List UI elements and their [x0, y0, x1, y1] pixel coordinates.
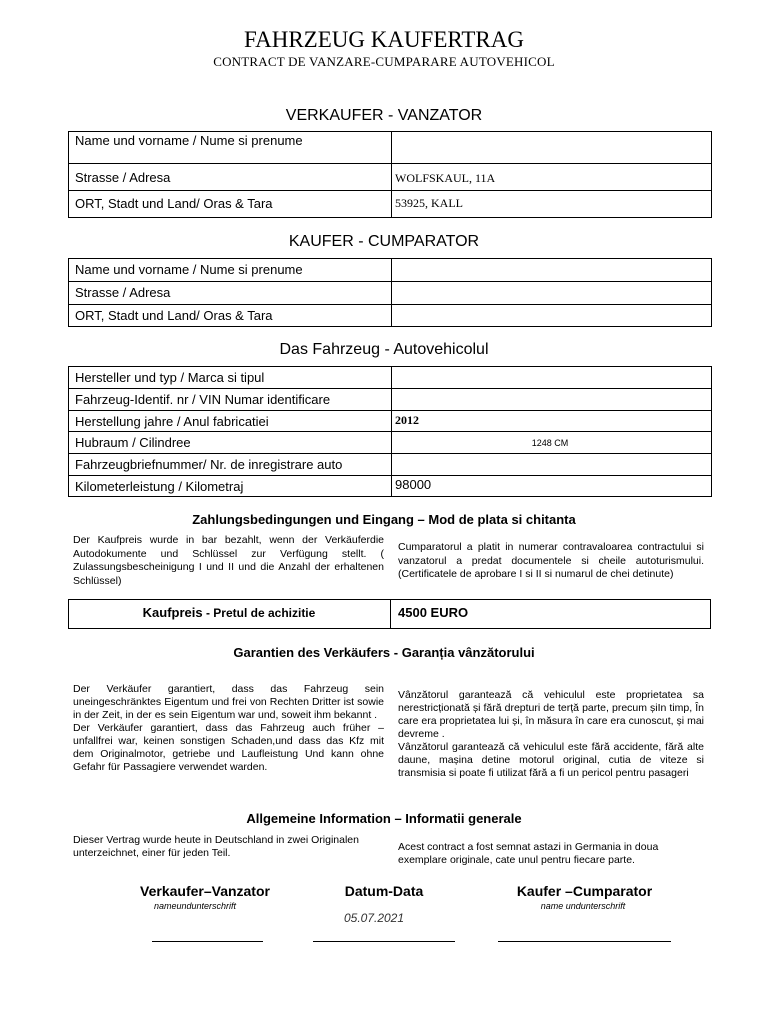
- guarantee-text-de-1: Der Verkäufer garantiert, dass das Fahrzeug sein uneingeschränktes Eigentum und frei von Rechten Dritter ist sowie in der Zeit, in der es sein Eigentum war und, soweit ihm bekannt .: [73, 683, 384, 721]
- seller-name-label: Name und vorname / Nume si prenume: [69, 132, 392, 164]
- guarantee-text-ro: [398, 689, 704, 780]
- seller-signature-sub: nameundunterschrift: [153, 901, 237, 911]
- buyer-heading: KAUFER - CUMPARATOR: [288, 233, 480, 250]
- buyer-signature-sub: name undunterschrift: [540, 901, 626, 911]
- vehicle-table: [68, 366, 712, 497]
- vehicle-year-value: 2012: [392, 411, 712, 432]
- date-label: Datum-Data: [344, 883, 424, 899]
- seller-city-label: ORT, Stadt und Land/ Oras & Tara: [69, 191, 392, 218]
- buyer-city-label: ORT, Stadt und Land/ Oras & Tara: [69, 305, 392, 327]
- seller-signature-label: Verkaufer–Vanzator: [140, 883, 270, 899]
- buyer-address-label: Strasse / Adresa: [69, 282, 392, 305]
- date-value: 05.07.2021: [343, 911, 405, 925]
- vehicle-mileage-label: Kilometerleistung / Kilometraj: [69, 476, 392, 497]
- seller-address-value: WOLFSKAUL, 11A: [392, 164, 712, 191]
- vehicle-registration-value: [392, 454, 712, 476]
- vehicle-make-value: [392, 367, 712, 389]
- date-line: [313, 941, 455, 942]
- price-label-sub: - Pretul de achizitie: [202, 606, 316, 620]
- guarantee-text-ro-2: Vânzătorul garantează că vehiculul este fără accidente, fără alte daune, mașina detine motorul original, cutia de viteze si transmisia si poate fi utilizat fără a fi un pericol pentru pasageri: [398, 741, 704, 779]
- seller-table: [68, 131, 712, 218]
- table-row: [69, 411, 712, 432]
- seller-city-value: 53925, KALL: [392, 191, 712, 218]
- buyer-signature-line: [498, 941, 671, 942]
- table-row: [69, 367, 712, 389]
- seller-signature-line: [152, 941, 263, 942]
- vehicle-mileage-value: 98000: [392, 476, 712, 497]
- general-heading: Allgemeine Information – Informatii generale: [246, 811, 522, 826]
- buyer-address-value: [392, 282, 712, 305]
- payment-heading: Zahlungsbedingungen und Eingang – Mod de plata si chitanta: [192, 512, 576, 527]
- buyer-city-value: [392, 305, 712, 327]
- vehicle-registration-label: Fahrzeugbriefnummer/ Nr. de inregistrare auto: [69, 454, 392, 476]
- vehicle-displacement-label: Hubraum / Cilindree: [69, 432, 392, 454]
- table-row: [69, 305, 712, 327]
- table-row: [69, 259, 712, 282]
- buyer-name-value: [392, 259, 712, 282]
- table-row: [69, 132, 712, 164]
- table-row: [69, 476, 712, 497]
- table-row: [69, 454, 712, 476]
- table-row: [69, 282, 712, 305]
- buyer-signature-label: Kaufer –Cumparator: [516, 883, 653, 899]
- buyer-name-label: Name und vorname / Nume si prenume: [69, 259, 392, 282]
- guarantee-text-ro-1: Vânzătorul garantează că vehiculul este proprietatea sa nerestricționată și fără drepturi de terță parte, precum șiIn timp, În care era proprietatea lui și, în măsura în care era cunoscut, și mai devreme .: [398, 689, 704, 740]
- guarantee-heading: Garantien des Verkäufers - Garanția vânzătorului: [233, 645, 535, 660]
- table-row: [69, 164, 712, 191]
- price-label-main: Kaufpreis: [142, 605, 203, 620]
- general-text-ro: Acest contract a fost semnat astazi in Germania in doua exemplare originale, cate unul pentru fiecare parte.: [398, 841, 659, 866]
- payment-text-ro: Cumparatorul a platit in numerar contravaloarea contractului si vanzatorul a predat documentele si cheile autoturismului. (Certificatele de aprobare I si II si numarul de chei detinute): [398, 541, 704, 580]
- document-title: FAHRZEUG KAUFERTRAG: [244, 27, 524, 52]
- vehicle-displacement-value: 1248 CM: [392, 432, 712, 454]
- document-subtitle: CONTRACT DE VANZARE-CUMPARARE AUTOVEHICOL: [213, 54, 555, 69]
- seller-name-value: [392, 132, 712, 164]
- general-text-de: Dieser Vertrag wurde heute in Deutschland in zwei Originalen unterzeichnet, einer für jeden Teil.: [73, 834, 359, 859]
- vehicle-vin-label: Fahrzeug-Identif. nr / VIN Numar identificare: [69, 389, 392, 411]
- vehicle-heading: Das Fahrzeug - Autovehicolul: [279, 341, 489, 358]
- vehicle-vin-value: [392, 389, 712, 411]
- table-row: [69, 432, 712, 454]
- guarantee-text-de-2: Der Verkäufer garantiert, dass das Fahrzeug auch früher – unfallfrei war, keinen sonstigen Schaden,und dass das Kfz mit dem Originalmotor, getriebe und Laufleistung Und kann ohne Gefahr für Passagiere verwendet warden.: [73, 722, 384, 773]
- vehicle-make-label: Hersteller und typ / Marca si tipul: [69, 367, 392, 389]
- price-label: [68, 599, 391, 629]
- table-row: [69, 191, 712, 218]
- seller-heading: VERKAUFER - VANZATOR: [285, 107, 483, 124]
- payment-text-de: Der Kaufpreis wurde in bar bezahlt, wenn der Verkäuferdie Autodokumente und Schlüssel zur Verfügung stellt. ( Zulassungsbescheinigung I und II und die Anzahl der erhaltenen Schlüssel): [73, 534, 384, 587]
- buyer-table: [68, 258, 712, 327]
- vehicle-year-label: Herstellung jahre / Anul fabricatiei: [69, 411, 392, 432]
- table-row: [69, 389, 712, 411]
- price-value: 4500 EURO: [398, 605, 469, 620]
- guarantee-text-de: [73, 683, 384, 774]
- seller-address-label: Strasse / Adresa: [69, 164, 392, 191]
